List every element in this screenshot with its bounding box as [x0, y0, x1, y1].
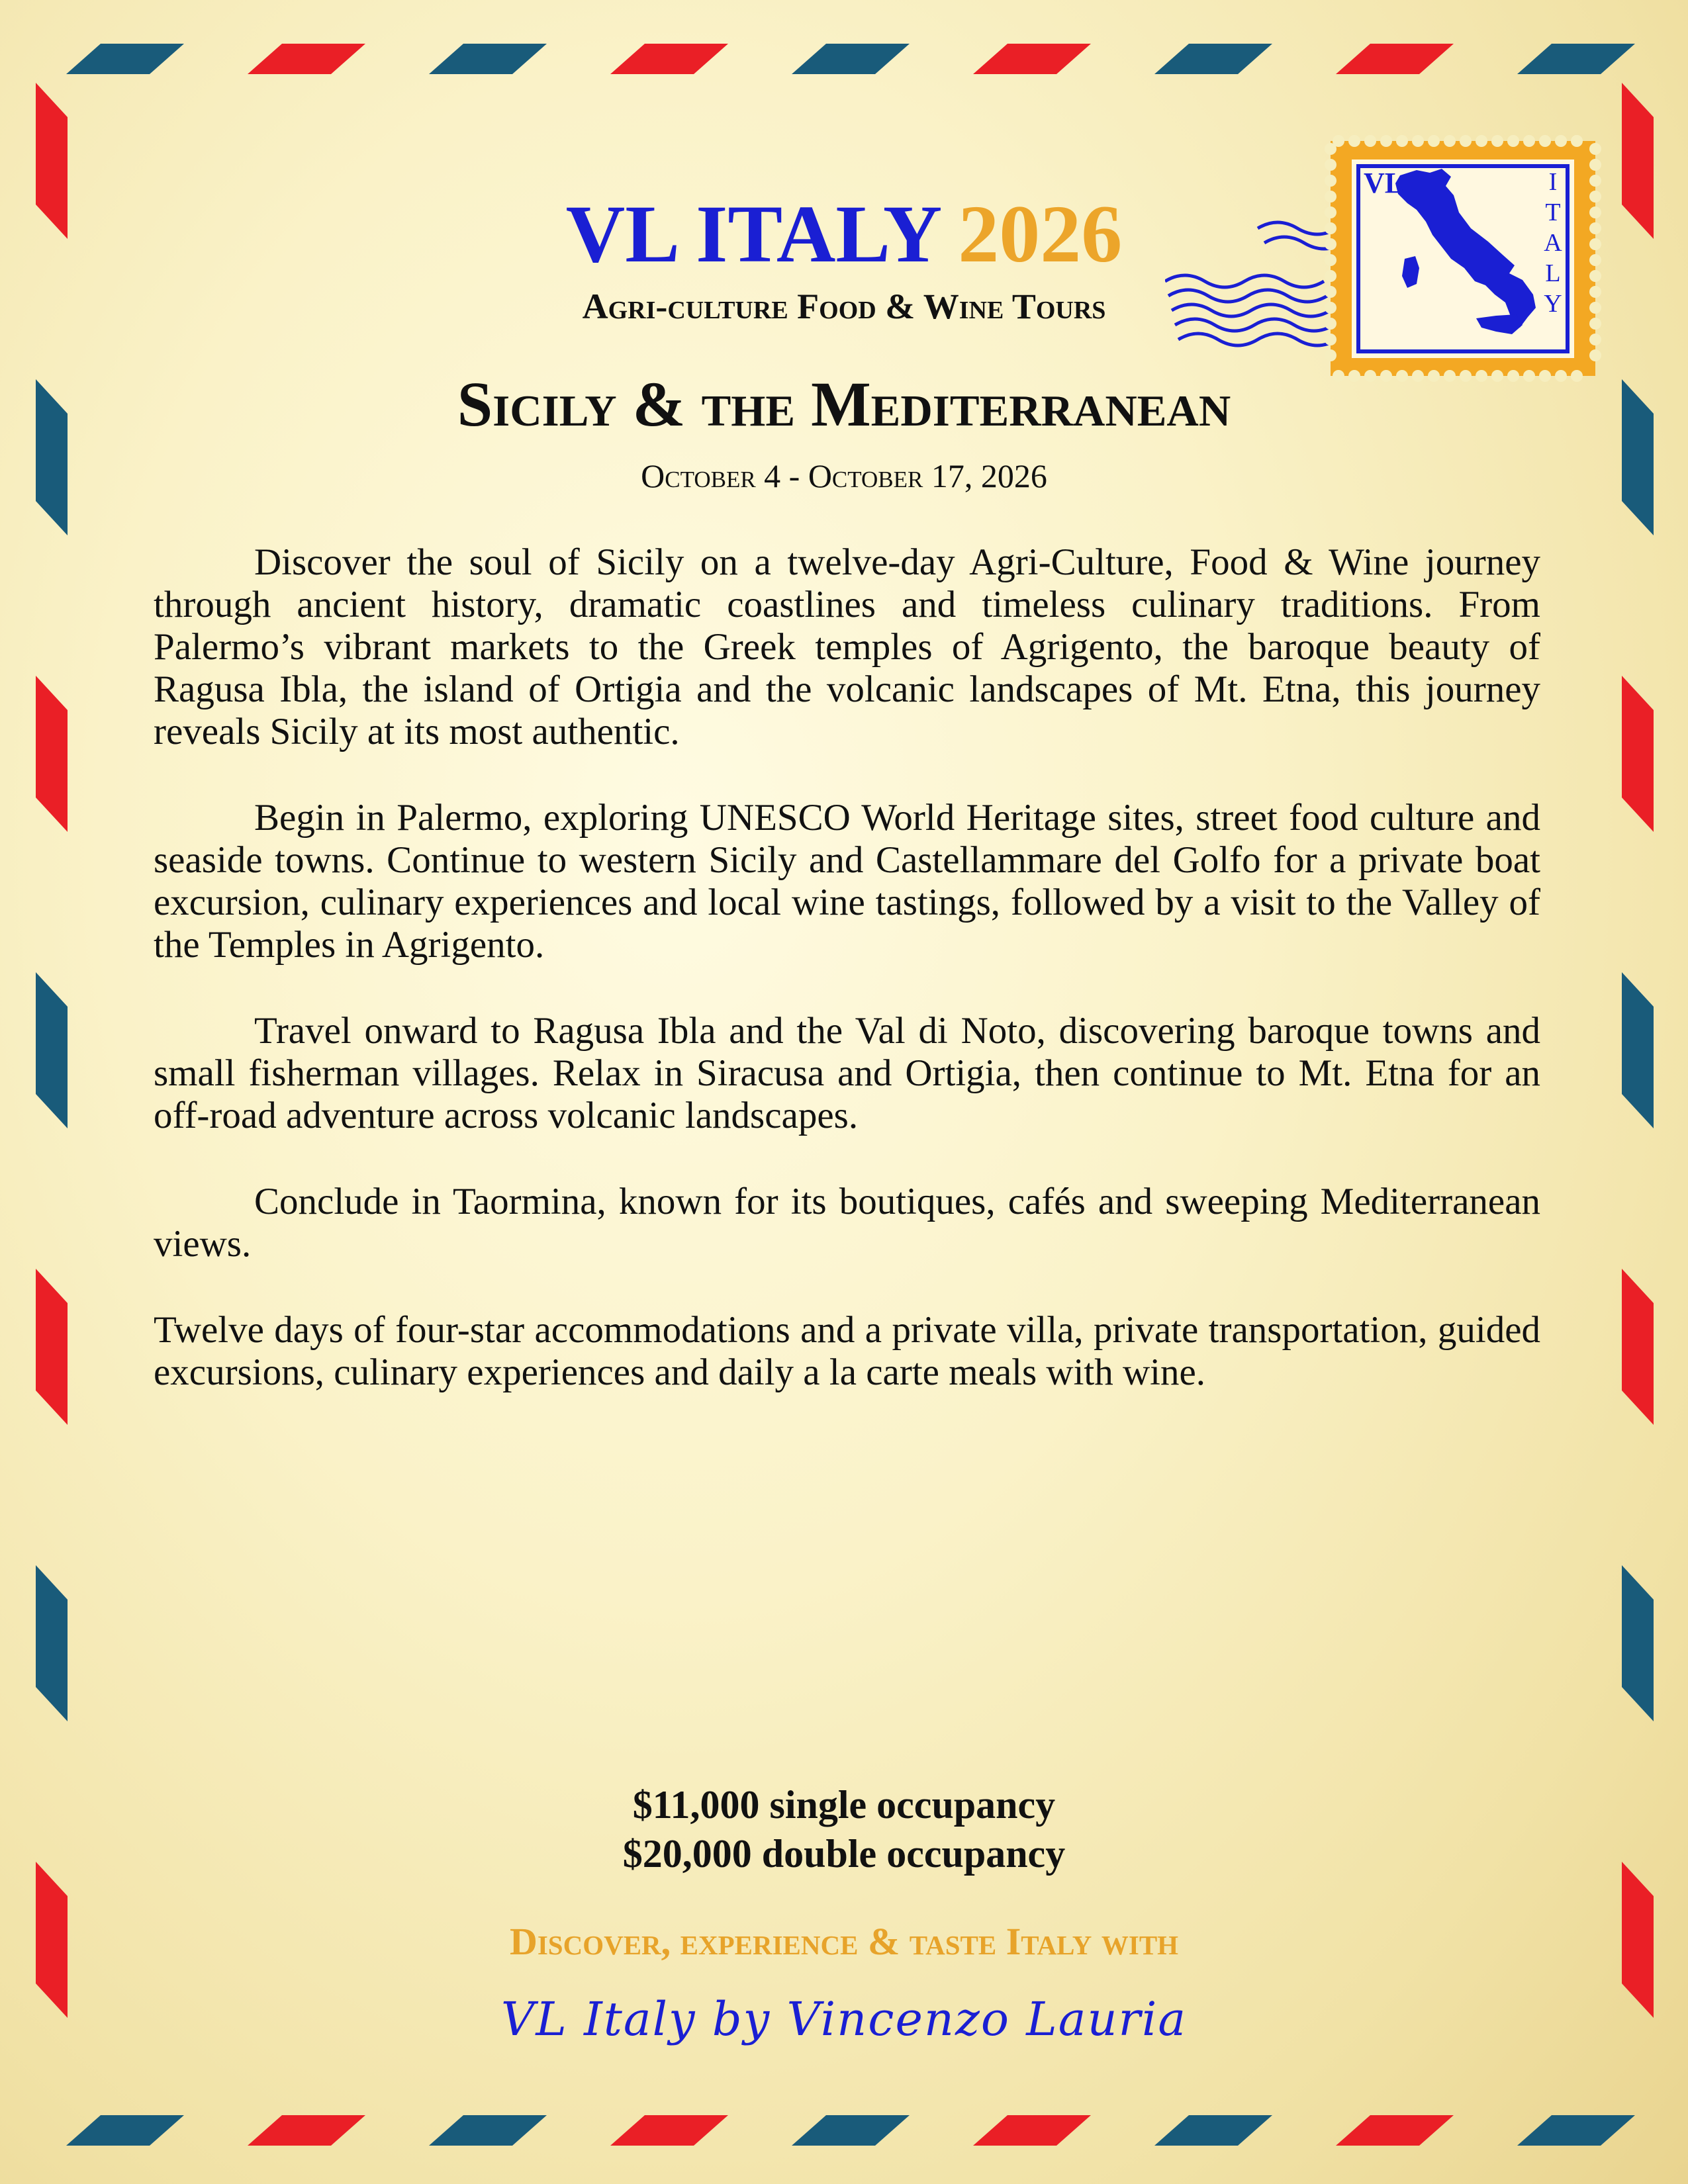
tour-dates: October 4 - October 17, 2026 [641, 457, 1047, 494]
footer-tagline: Discover, experience & taste Italy with [509, 1920, 1179, 1963]
stamp-letter: Y [1544, 290, 1562, 318]
brand-heading [0, 189, 1688, 279]
brand-subtitle: Agri-culture Food & Wine Tours [582, 287, 1106, 326]
stamp-letter: A [1544, 229, 1562, 257]
price-double: $20,000 double occupancy [622, 1832, 1066, 1876]
airmail-stripe [36, 1269, 68, 1425]
stamp-letter: I [1548, 168, 1558, 196]
airmail-stripe [36, 676, 68, 832]
footer-signature: VL Italy by Vincenzo Lauria [500, 1992, 1188, 2046]
airmail-stripe [1622, 676, 1654, 832]
price-single: $11,000 single occupancy [632, 1783, 1056, 1827]
airmail-stripe [1154, 2115, 1272, 2146]
inclusions-paragraph: Twelve days of four-star accommodations and a private villa, private transportation, guided excursions, culinary experiences and daily a la carte meals with wine. [154, 1309, 1540, 1393]
description-paragraph: Conclude in Taormina, known for its boutiques, cafés and sweeping Mediterranean views. [154, 1181, 1540, 1265]
stamp-letter: L [1545, 259, 1561, 287]
airmail-stripe [36, 1565, 68, 1721]
airmail-stripe [792, 2115, 910, 2146]
brand-year: 2026 [958, 189, 1123, 279]
airmail-stripe [248, 2115, 365, 2146]
airmail-stripe [66, 2115, 184, 2146]
airmail-stripe [610, 44, 728, 74]
tour-description [154, 541, 1540, 1437]
airmail-stripe [429, 2115, 547, 2146]
airmail-stripe [429, 44, 547, 74]
stamp-vl-text: VL [1364, 167, 1405, 199]
airmail-stripe [1517, 44, 1635, 74]
airmail-stripe [1622, 1269, 1654, 1425]
airmail-stripe [792, 44, 910, 74]
airmail-stripe [973, 44, 1091, 74]
airmail-stripe [1336, 44, 1454, 74]
airmail-stripe [1517, 2115, 1635, 2146]
stamp-letter: T [1545, 199, 1561, 226]
description-paragraph: Travel onward to Ragusa Ibla and the Val di Noto, discovering baroque towns and small fisherman villages. Relax in Siracusa and Ortigia, then continue to Mt. Etna for an off-road adventure across volcanic landscapes. [154, 1010, 1540, 1136]
airmail-stripe [66, 44, 184, 74]
airmail-stripe [248, 44, 365, 74]
airmail-stripe [973, 2115, 1091, 2146]
tour-title: Sicily & the Mediterranean [457, 369, 1231, 439]
airmail-stripe [36, 972, 68, 1128]
description-paragraph: Discover the soul of Sicily on a twelve-day Agri-Culture, Food & Wine journey through ancient history, dramatic coastlines and timeless culinary traditions. From Palermo’s vibrant markets to the Greek temples of Agrigento, the baroque beauty of Ragusa Ibla, the island of Ortigia and the volcanic landscapes of Mt. Etna, this journey reveals Sicily at its most authentic. [154, 541, 1540, 752]
description-paragraph: Begin in Palermo, exploring UNESCO World Heritage sites, street food culture and seaside towns. Continue to western Sicily and Castellammare del Golfo for a private boat excursion, culinary experiences and local wine tastings, followed by a visit to the Valley of the Temples in Agrigento. [154, 797, 1540, 966]
airmail-stripe [1622, 972, 1654, 1128]
airmail-stripe [610, 2115, 728, 2146]
brand-name: VL ITALY [565, 189, 943, 279]
airmail-stripe [1154, 44, 1272, 74]
airmail-stripe [1336, 2115, 1454, 2146]
airmail-stripe [1622, 1565, 1654, 1721]
price-block [0, 1780, 1688, 1878]
